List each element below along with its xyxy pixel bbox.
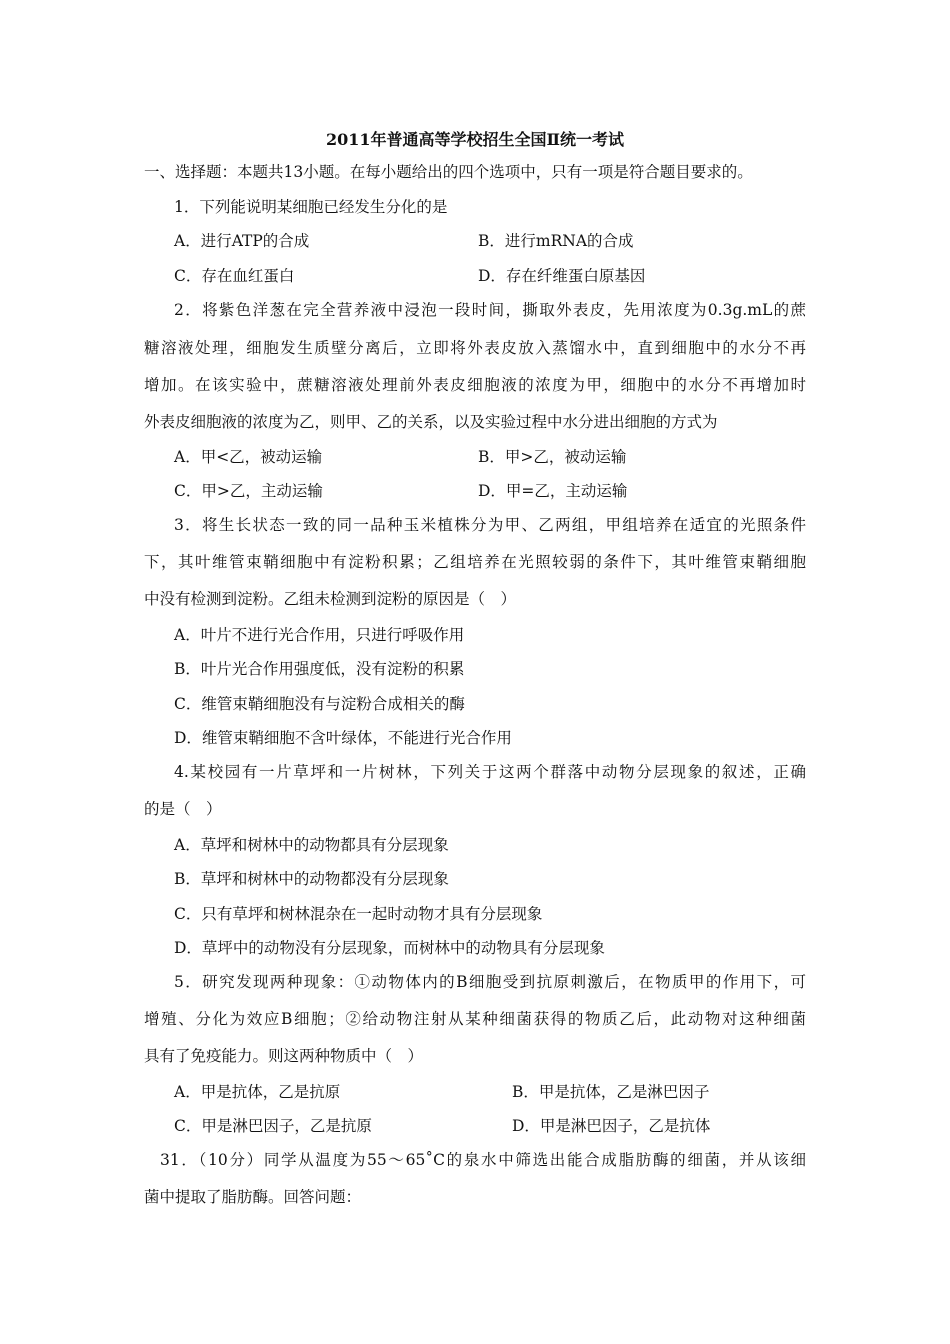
q2-stem-line1: 2．将紫色洋葱在完全营养液中浸泡一段时间，撕取外表皮，先用浓度为0.3g.mL的蔗 [174, 301, 806, 319]
q2-option-b: B．甲>乙，被动运输 [478, 448, 627, 466]
q4-stem-line1: 4.某校园有一片草坪和一片树林，下列关于这两个群落中动物分层现象的叙述，正确 [174, 763, 806, 781]
q4-option-c: C．只有草坪和树林混杂在一起时动物才具有分层现象 [174, 905, 543, 923]
q5-stem-line3: 具有了免疫能力。则这两种物质中（ ） [144, 1047, 424, 1065]
q3-option-b: B．叶片光合作用强度低，没有淀粉的积累 [174, 660, 465, 678]
q2-option-c: C．甲>乙，主动运输 [174, 482, 323, 500]
q1-option-d: D．存在纤维蛋白原基因 [478, 267, 646, 285]
q3-stem-line3: 中没有检测到淀粉。乙组未检测到淀粉的原因是（ ） [144, 590, 517, 608]
q3-stem-line2: 下，其叶维管束鞘细胞中有淀粉积累；乙组培养在光照较弱的条件下，其叶维管束鞘细胞 [144, 553, 806, 571]
q1-option-a: A．进行ATP的合成 [174, 232, 310, 250]
q5-option-c: C．甲是淋巴因子，乙是抗原 [174, 1117, 372, 1135]
q5-option-d: D．甲是淋巴因子，乙是抗体 [512, 1117, 711, 1135]
q2-option-d: D．甲=乙，主动运输 [478, 482, 628, 500]
q3-option-a: A．叶片不进行光合作用，只进行呼吸作用 [174, 626, 465, 644]
q2-stem-line4: 外表皮细胞液的浓度为乙，则甲、乙的关系，以及实验过程中水分进出细胞的方式为 [144, 413, 718, 431]
q2-option-a: A．甲<乙，被动运输 [174, 448, 323, 466]
q2-stem-line3: 增加。在该实验中，蔗糖溶液处理前外表皮细胞液的浓度为甲，细胞中的水分不再增加时 [144, 376, 806, 394]
q1-option-b: B．进行mRNA的合成 [478, 232, 634, 250]
q3-stem-line1: 3．将生长状态一致的同一品种玉米植株分为甲、乙两组，甲组培养在适宜的光照条件 [174, 516, 806, 534]
q3-option-d: D．维管束鞘细胞不含叶绿体，不能进行光合作用 [174, 729, 512, 747]
q3-option-c: C．维管束鞘细胞没有与淀粉合成相关的酶 [174, 695, 465, 713]
q5-stem-line1: 5．研究发现两种现象：①动物体内的B细胞受到抗原刺激后，在物质甲的作用下，可 [174, 973, 806, 991]
q4-stem-line2: 的是（ ） [144, 800, 222, 818]
q31-stem-line2: 菌中提取了脂肪酶。回答问题： [144, 1188, 362, 1206]
q1-option-c: C．存在血红蛋白 [174, 267, 295, 285]
q4-option-d: D．草坪中的动物没有分层现象，而树林中的动物具有分层现象 [174, 939, 605, 957]
q4-option-b: B．草坪和树林中的动物都没有分层现象 [174, 870, 449, 888]
q2-stem-line2: 糖溶液处理，细胞发生质壁分离后，立即将外表皮放入蒸馏水中，直到细胞中的水分不再 [144, 339, 806, 357]
q1-stem: 1．下列能说明某细胞已经发生分化的是 [174, 198, 448, 216]
page-title: 2011年普通高等学校招生全国Ⅱ统一考试 [325, 130, 625, 149]
q31-stem-line1: 31．（10分）同学从温度为55～65˚C的泉水中筛选出能合成脂肪酶的细菌，并从该细 [160, 1151, 806, 1169]
q5-option-b: B．甲是抗体，乙是淋巴因子 [512, 1083, 710, 1101]
section-header: 一、选择题：本题共13小题。在每小题给出的四个选项中，只有一项是符合题目要求的。 [144, 163, 753, 181]
q5-stem-line2: 增殖、分化为效应B细胞；②给动物注射从某种细菌获得的物质乙后，此动物对这种细菌 [144, 1010, 806, 1028]
q4-option-a: A．草坪和树林中的动物都具有分层现象 [174, 836, 449, 854]
q5-option-a: A．甲是抗体，乙是抗原 [174, 1083, 341, 1101]
